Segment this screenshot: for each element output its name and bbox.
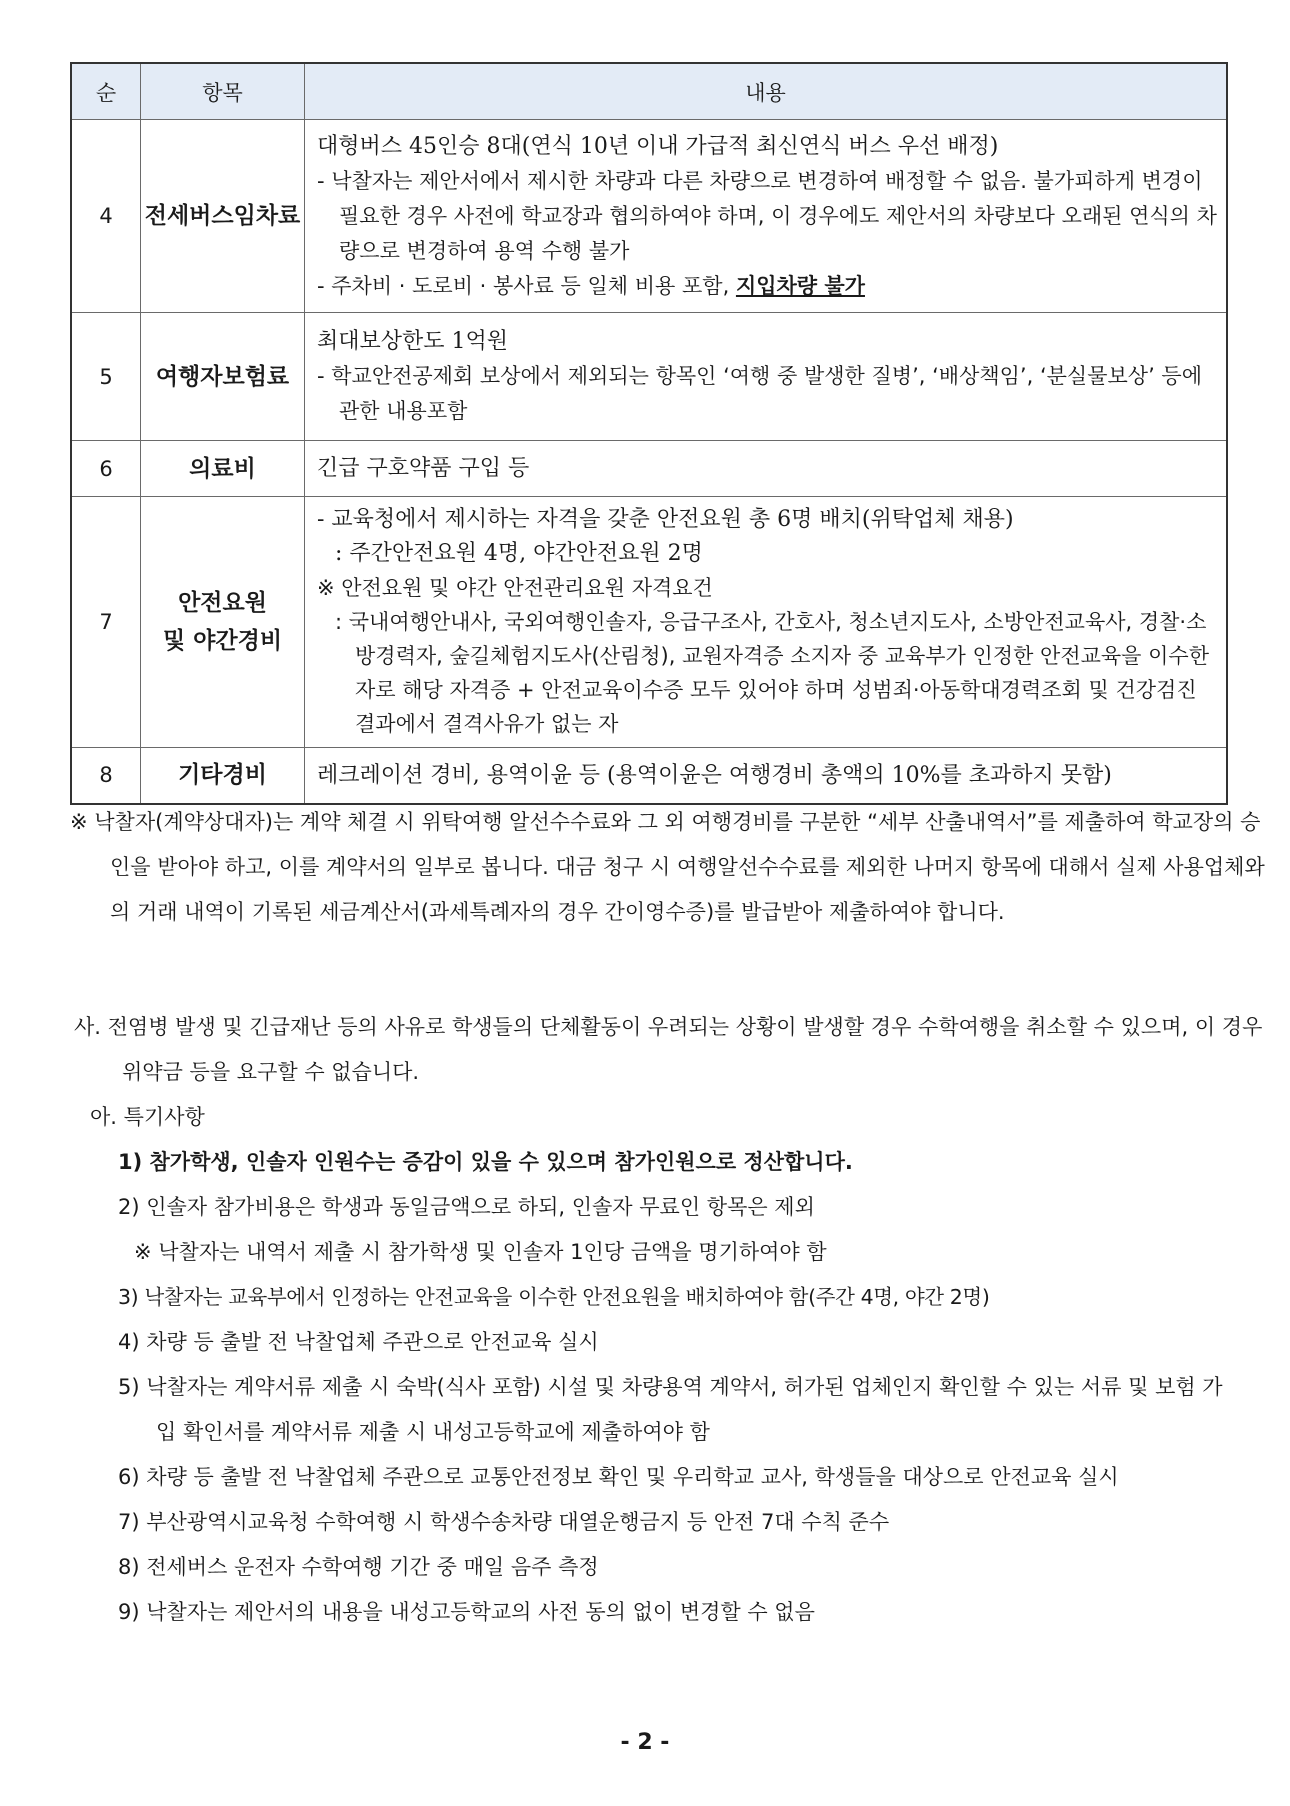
expense-table bbox=[70, 62, 1228, 805]
row-content bbox=[305, 120, 1228, 313]
row-item: 전세버스임차료 bbox=[141, 120, 305, 313]
row-item: 의료비 bbox=[141, 441, 305, 497]
table-header-row bbox=[71, 63, 1227, 120]
list-item: 5) 낙찰자는 계약서류 제출 시 숙박(식사 포함) 시설 및 차량용역 계약서, 허가된 업체인지 확인할 수 있는 서류 및 보험 가입 확인서를 계약서류 제출 시 내성고등학교에 제출하여야 함 bbox=[118, 1375, 1223, 1444]
row-item: 여행자보험료 bbox=[141, 313, 305, 441]
header-num: 순 bbox=[71, 63, 141, 120]
row-item bbox=[141, 497, 305, 748]
list-item: 4) 차량 등 출발 전 낙찰업체 주관으로 안전교육 실시 bbox=[118, 1330, 599, 1354]
content-line: ※ 안전요원 및 야간 안전관리요원 자격요건 bbox=[317, 576, 713, 600]
row-content bbox=[305, 497, 1228, 748]
list-item: 2) 인솔자 참가비용은 학생과 동일금액으로 하되, 인솔자 무료인 항목은 제외 bbox=[118, 1195, 815, 1219]
content-line bbox=[317, 269, 1218, 304]
content-line: 긴급 구호약품 구입 등 bbox=[317, 456, 530, 481]
header-item: 항목 bbox=[141, 63, 305, 120]
list-item: 7) 부산광역시교육청 수학여행 시 학생수송차량 대열운행금지 등 안전 7대 수칙 준수 bbox=[118, 1510, 890, 1534]
special-items-list bbox=[118, 1140, 1230, 1635]
row-content bbox=[305, 748, 1228, 804]
content-text: - 주차비 · 도로비 · 봉사료 등 일체 비용 포함, bbox=[317, 273, 736, 298]
section-a-title: 아. 특기사항 bbox=[90, 1105, 205, 1129]
row-num: 7 bbox=[71, 497, 141, 748]
header-content: 내용 bbox=[305, 63, 1228, 120]
emphasis-text: 지입차량 불가 bbox=[735, 273, 865, 298]
list-item: 9) 낙찰자는 제안서의 내용을 내성고등학교의 사전 동의 없이 변경할 수 없음 bbox=[118, 1600, 815, 1624]
row-num: 6 bbox=[71, 441, 141, 497]
content-line: - 학교안전공제회 보상에서 제외되는 항목인 ‘여행 중 발생한 질병’, ‘배상책임’, ‘분실물보상’ 등에 관한 내용포함 bbox=[317, 364, 1202, 423]
list-item: 8) 전세버스 운전자 수학여행 기간 중 매일 음주 측정 bbox=[118, 1555, 599, 1579]
section-sa: 사. 전염병 발생 및 긴급재난 등의 사유로 학생들의 단체활동이 우려되는 상황이 발생할 경우 수학여행을 취소할 수 있으며, 이 경우 위약금 등을 요구할 수 없습니다. bbox=[74, 1015, 1263, 1084]
item-line: 안전요원 bbox=[178, 589, 267, 616]
list-item: ※ 낙찰자는 내역서 제출 시 참가학생 및 인솔자 1인당 금액을 명기하여야 함 bbox=[134, 1240, 827, 1264]
row-content bbox=[305, 441, 1228, 497]
row-content bbox=[305, 313, 1228, 441]
table-row bbox=[71, 313, 1227, 441]
content-line: 레크레이션 경비, 용역이윤 등 (용역이윤은 여행경비 총액의 10%를 초과하지 못함) bbox=[317, 762, 1112, 788]
table-row bbox=[71, 497, 1227, 748]
item-line: 및 야간경비 bbox=[162, 627, 283, 654]
list-item: 6) 차량 등 출발 전 낙찰업체 주관으로 교통안전정보 확인 및 우리학교 교사, 학생들을 대상으로 안전교육 실시 bbox=[118, 1465, 1119, 1489]
list-item: 1) 참가학생, 인솔자 인원수는 증감이 있을 수 있으며 참가인원으로 정산합니다. bbox=[118, 1150, 853, 1174]
row-item: 기타경비 bbox=[141, 748, 305, 804]
content-line: : 국내여행안내사, 국외여행인솔자, 응급구조사, 간호사, 청소년지도사, 소방안전교육사, 경찰·소방경력자, 숲길체험지도사(산림청), 교원자격증 소지자 중 교육부가 인정한 안전교육을 이수한 자로 해당 자격증 + 안전교육이수증 모두 있어야 하며 성범죄·아동학대경력조회 및 건강검진 결과에서 결격사유가 없는 자 bbox=[335, 610, 1210, 736]
content-line: - 교육청에서 제시하는 자격을 갖춘 안전요원 총 6명 배치(위탁업체 채용) bbox=[317, 507, 1014, 532]
table-row bbox=[71, 748, 1227, 804]
content-line: : 주간안전요원 4명, 야간안전요원 2명 bbox=[335, 541, 703, 566]
content-line: - 낙찰자는 제안서에서 제시한 차량과 다른 차량으로 변경하여 배정할 수 없음. 불가피하게 변경이 필요한 경우 사전에 학교장과 협의하여야 하며, 이 경우에도 제안서의 차량보다 오래된 연식의 차량으로 변경하여 용역 수행 불가 bbox=[317, 168, 1217, 263]
row-num: 4 bbox=[71, 120, 141, 313]
content-line: 최대보상한도 1억원 bbox=[317, 329, 509, 354]
row-num: 5 bbox=[71, 313, 141, 441]
table-row bbox=[71, 441, 1227, 497]
list-item: 3) 낙찰자는 교육부에서 인정하는 안전교육을 이수한 안전요원을 배치하여야 함(주간 4명, 야간 2명) bbox=[118, 1285, 990, 1309]
page-number: - 2 - bbox=[620, 1730, 670, 1755]
row-num: 8 bbox=[71, 748, 141, 804]
content-line: 대형버스 45인승 8대(연식 10년 이내 가급적 최신연식 버스 우선 배정) bbox=[317, 133, 999, 159]
table-row bbox=[71, 120, 1227, 313]
settlement-note: ※ 낙찰자(계약상대자)는 계약 체결 시 위탁여행 알선수수료와 그 외 여행경비를 구분한 “세부 산출내역서”를 제출하여 학교장의 승인을 받아야 하고, 이를 계약서의 일부로 봅니다. 대금 청구 시 여행알선수수료를 제외한 나머지 항목에 대해서 실제 사용업체와의 거래 내역이 기록된 세금계산서(과세특례자의 경우 간이영수증)를 발급받아 제출하여야 합니다. bbox=[70, 810, 1265, 924]
